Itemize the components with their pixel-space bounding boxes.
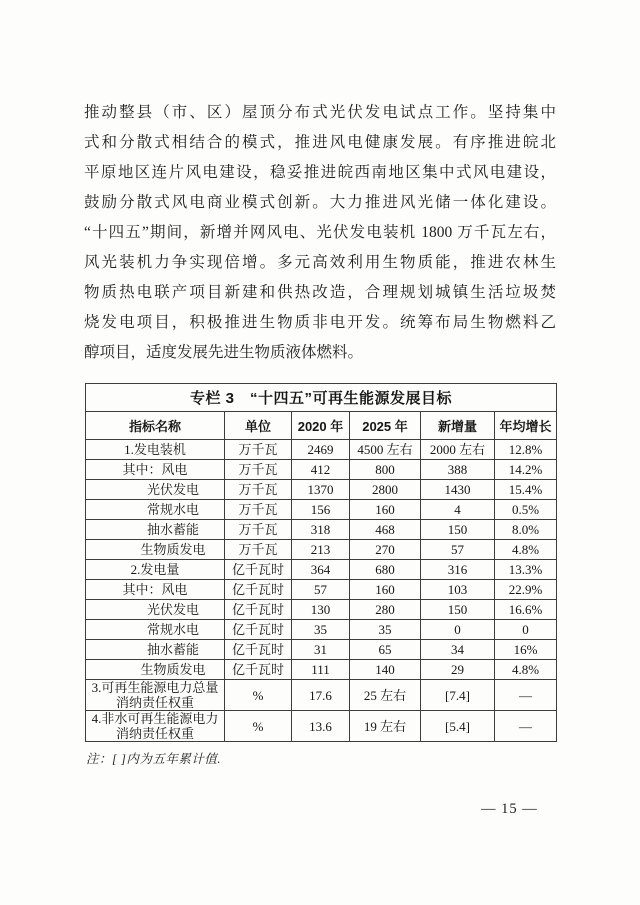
paragraph-line: “十四五”期间，新增并网风电、光伏发电装机 1800 万千瓦左右， bbox=[84, 224, 556, 241]
table-cell: 35 bbox=[292, 620, 350, 640]
table-cell: 亿千瓦时 bbox=[225, 640, 292, 660]
indicator-name-cell: 常规水电 bbox=[86, 500, 225, 520]
table-cell: [5.4] bbox=[421, 711, 495, 742]
table-cell: 318 bbox=[292, 520, 350, 540]
table-cell: 亿千瓦时 bbox=[225, 580, 292, 600]
table-cell: 57 bbox=[292, 580, 350, 600]
indicator-name-cell: 其中：风电 bbox=[86, 460, 225, 480]
table-cell: 17.6 bbox=[292, 680, 350, 711]
table-cell: 13.6 bbox=[292, 711, 350, 742]
table-cell: 29 bbox=[421, 660, 495, 680]
indicator-name-cell: 光伏发电 bbox=[86, 480, 225, 500]
table-cell: 34 bbox=[421, 640, 495, 660]
table-row bbox=[86, 480, 557, 500]
table-cell: 160 bbox=[350, 580, 421, 600]
indicator-name-cell: 光伏发电 bbox=[86, 600, 225, 620]
table-cell: 4500 左右 bbox=[350, 440, 421, 460]
table-cell: 156 bbox=[292, 500, 350, 520]
table-cell: 19 左右 bbox=[350, 711, 421, 742]
table-cell: 22.9% bbox=[495, 580, 557, 600]
table-cell: 亿千瓦时 bbox=[225, 620, 292, 640]
paragraph-line: 式和分散式相结合的模式，推进风电健康发展。有序推进皖北 bbox=[84, 134, 556, 151]
indicator-name-cell: 抽水蓄能 bbox=[86, 520, 225, 540]
plan-table-body bbox=[86, 440, 557, 742]
table-cell: 0 bbox=[495, 620, 557, 640]
table-header-row bbox=[86, 412, 557, 440]
table-title: 专栏 3 “十四五”可再生能源发展目标 bbox=[86, 384, 557, 412]
table-cell: 万千瓦 bbox=[225, 460, 292, 480]
table-cell: 万千瓦 bbox=[225, 500, 292, 520]
table-cell: 800 bbox=[350, 460, 421, 480]
column-header-indicator: 指标名称 bbox=[86, 412, 225, 440]
table-row bbox=[86, 640, 557, 660]
table-cell: 1370 bbox=[292, 480, 350, 500]
table-cell: 2469 bbox=[292, 440, 350, 460]
table-row bbox=[86, 520, 557, 540]
table-cell: 13.3% bbox=[495, 560, 557, 580]
table-row bbox=[86, 620, 557, 640]
table-cell: 388 bbox=[421, 460, 495, 480]
table-cell: 12.8% bbox=[495, 440, 557, 460]
table-cell: 亿千瓦时 bbox=[225, 660, 292, 680]
body-paragraph bbox=[84, 98, 556, 368]
table-cell: 0.5% bbox=[495, 500, 557, 520]
table-cell: 280 bbox=[350, 600, 421, 620]
indicator-name-cell: 其中：风电 bbox=[86, 580, 225, 600]
table-cell: 14.2% bbox=[495, 460, 557, 480]
table-cell: 16% bbox=[495, 640, 557, 660]
table-row bbox=[86, 460, 557, 480]
column-header-new-increase: 新增量 bbox=[421, 412, 495, 440]
column-header-2020: 2020 年 bbox=[292, 412, 350, 440]
table-row bbox=[86, 711, 557, 742]
table-cell: 亿千瓦时 bbox=[225, 560, 292, 580]
table-cell: 25 左右 bbox=[350, 680, 421, 711]
table-cell: 364 bbox=[292, 560, 350, 580]
table-cell: 4.8% bbox=[495, 660, 557, 680]
table-footnote: 注：[ ]内为五年累计值. bbox=[86, 752, 221, 766]
indicator-name-cell: 常规水电 bbox=[86, 620, 225, 640]
indicator-name-cell: 1.发电装机 bbox=[86, 440, 225, 460]
table-cell: 65 bbox=[350, 640, 421, 660]
paragraph-line: 醇项目，适度发展先进生物质液体燃料。 bbox=[84, 344, 364, 361]
plan-table bbox=[85, 383, 557, 742]
table-cell: 150 bbox=[421, 600, 495, 620]
table-cell: 8.0% bbox=[495, 520, 557, 540]
paragraph-line: 风光装机力争实现倍增。多元高效利用生物质能，推进农林生 bbox=[84, 254, 556, 271]
indicator-name-cell: 抽水蓄能 bbox=[86, 640, 225, 660]
table-cell: 31 bbox=[292, 640, 350, 660]
table-cell: 万千瓦 bbox=[225, 540, 292, 560]
table-cell: 亿千瓦时 bbox=[225, 600, 292, 620]
paragraph-line: 鼓励分散式风电商业模式创新。大力推进风光储一体化建设。 bbox=[84, 194, 556, 211]
table-row bbox=[86, 500, 557, 520]
table-row bbox=[86, 680, 557, 711]
table-cell: 2800 bbox=[350, 480, 421, 500]
paragraph-line: 烧发电项目，积极推进生物质非电开发。统筹布局生物燃料乙 bbox=[84, 314, 556, 331]
table-cell: 213 bbox=[292, 540, 350, 560]
table-cell: % bbox=[225, 711, 292, 742]
table-cell: 103 bbox=[421, 580, 495, 600]
table-row bbox=[86, 560, 557, 580]
table-row bbox=[86, 600, 557, 620]
page-number: — 15 — bbox=[481, 801, 538, 817]
table-cell: — bbox=[495, 711, 557, 742]
indicator-name-cell: 2.发电量 bbox=[86, 560, 225, 580]
table-row bbox=[86, 580, 557, 600]
table-cell: 4 bbox=[421, 500, 495, 520]
paragraph-line: 推动整县（市、区）屋顶分布式光伏发电试点工作。坚持集中 bbox=[84, 104, 556, 121]
table-cell: 0 bbox=[421, 620, 495, 640]
table-row bbox=[86, 660, 557, 680]
table-cell: — bbox=[495, 680, 557, 711]
table-cell: 57 bbox=[421, 540, 495, 560]
table-cell: 150 bbox=[421, 520, 495, 540]
column-header-unit: 单位 bbox=[225, 412, 292, 440]
indicator-name-cell: 4.非水可再生能源电力消纳责任权重 bbox=[86, 711, 225, 742]
table-cell: 2000 左右 bbox=[421, 440, 495, 460]
column-header-annual-growth: 年均增长 bbox=[495, 412, 557, 440]
table-cell: 316 bbox=[421, 560, 495, 580]
table-cell: 万千瓦 bbox=[225, 480, 292, 500]
table-row bbox=[86, 440, 557, 460]
table-cell: 160 bbox=[350, 500, 421, 520]
table-row bbox=[86, 540, 557, 560]
indicator-name-cell: 3.可再生能源电力总量消纳责任权重 bbox=[86, 680, 225, 711]
paragraph-line: 物质热电联产项目新建和供热改造，合理规划城镇生活垃圾焚 bbox=[84, 284, 556, 301]
table-cell: 16.6% bbox=[495, 600, 557, 620]
table-cell: 412 bbox=[292, 460, 350, 480]
table-cell: 130 bbox=[292, 600, 350, 620]
table-cell: 万千瓦 bbox=[225, 520, 292, 540]
table-cell: 680 bbox=[350, 560, 421, 580]
table-cell: 111 bbox=[292, 660, 350, 680]
table-title-row bbox=[86, 384, 557, 412]
indicator-name-cell: 生物质发电 bbox=[86, 540, 225, 560]
table-cell: 140 bbox=[350, 660, 421, 680]
table-cell: % bbox=[225, 680, 292, 711]
paragraph-line: 平原地区连片风电建设，稳妥推进皖西南地区集中式风电建设， bbox=[84, 164, 556, 181]
table-cell: 15.4% bbox=[495, 480, 557, 500]
table-cell: [7.4] bbox=[421, 680, 495, 711]
column-header-2025: 2025 年 bbox=[350, 412, 421, 440]
table-cell: 4.8% bbox=[495, 540, 557, 560]
table-cell: 1430 bbox=[421, 480, 495, 500]
table-cell: 468 bbox=[350, 520, 421, 540]
table-cell: 35 bbox=[350, 620, 421, 640]
table-cell: 万千瓦 bbox=[225, 440, 292, 460]
table-cell: 270 bbox=[350, 540, 421, 560]
indicator-name-cell: 生物质发电 bbox=[86, 660, 225, 680]
